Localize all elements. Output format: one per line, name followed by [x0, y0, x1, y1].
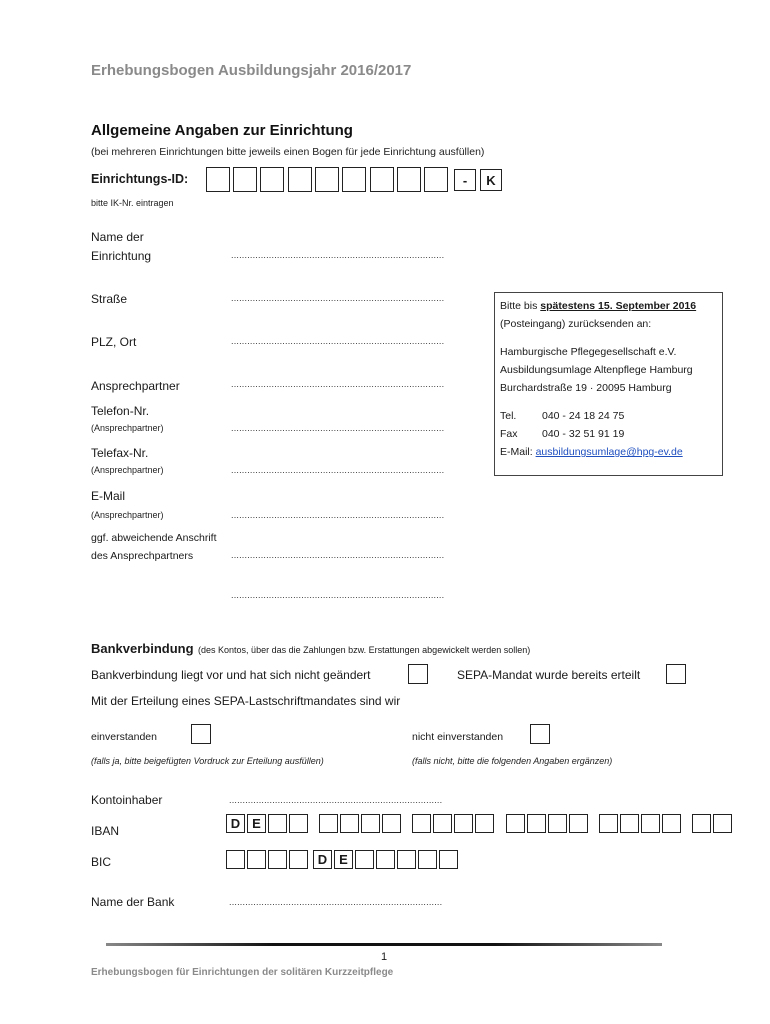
- bic-char[interactable]: [418, 850, 437, 869]
- alt-address-field-1[interactable]: ...............................................................................: [231, 550, 445, 560]
- iban-digit[interactable]: [382, 814, 401, 833]
- iban-country-2: E: [247, 814, 266, 833]
- contact-person-field[interactable]: ...............................................................................: [231, 379, 445, 389]
- iban-digit[interactable]: [412, 814, 431, 833]
- iban-digit[interactable]: [361, 814, 380, 833]
- sepa-given-checkbox[interactable]: [666, 664, 686, 684]
- sepa-question: Mit der Erteilung eines SEPA-Lastschriftmandates sind wir: [91, 694, 401, 708]
- iban-digit[interactable]: [319, 814, 338, 833]
- iban-digit[interactable]: [599, 814, 618, 833]
- phone-hint: (Ansprechpartner): [91, 423, 164, 433]
- org-address: Burchardstraße 19 · 20095 Hamburg: [500, 382, 672, 394]
- iban-digit[interactable]: [475, 814, 494, 833]
- iban-digit[interactable]: [641, 814, 660, 833]
- facility-id-digit-8[interactable]: [397, 167, 421, 192]
- iban-digit[interactable]: [548, 814, 567, 833]
- account-holder-field[interactable]: ...............................................................................: [229, 795, 443, 805]
- org-department: Ausbildungsumlage Altenpflege Hamburg: [500, 364, 693, 376]
- alt-address-label-line1: ggf. abweichende Anschrift: [91, 532, 217, 544]
- iban-digit[interactable]: [620, 814, 639, 833]
- street-label: Straße: [91, 292, 128, 306]
- bank-section-title: Bankverbindung: [91, 641, 194, 656]
- facility-id-digit-2[interactable]: [233, 167, 257, 192]
- bic-char[interactable]: [439, 850, 458, 869]
- facility-id-digit-7[interactable]: [370, 167, 394, 192]
- city-field[interactable]: ...............................................................................: [231, 336, 445, 346]
- return-deadline-date: spätestens 15. September 2016: [540, 300, 697, 312]
- org-name: Hamburgische Pflegegesellschaft e.V.: [500, 346, 677, 358]
- bic-char[interactable]: [226, 850, 245, 869]
- iban-label: IBAN: [91, 824, 120, 838]
- facility-name-field[interactable]: ...............................................................................: [231, 250, 445, 260]
- facility-id-digit-6[interactable]: [342, 167, 366, 192]
- email-hint: (Ansprechpartner): [91, 510, 164, 520]
- bank-section-note: (des Kontos, über das die Zahlungen bzw. Erstattungen abgewickelt werden sollen): [198, 645, 531, 655]
- return-instruction: (Posteingang) zurücksenden an:: [500, 318, 652, 330]
- alt-address-field-2[interactable]: ...............................................................................: [231, 590, 445, 600]
- facility-id-suffix: K: [480, 169, 502, 191]
- org-phone-row: [500, 407, 718, 425]
- facility-id-digit-5[interactable]: [315, 167, 339, 192]
- iban-digit[interactable]: [454, 814, 473, 833]
- bic-char[interactable]: [355, 850, 374, 869]
- bic-char[interactable]: [289, 850, 308, 869]
- bic-char[interactable]: [376, 850, 395, 869]
- bank-unchanged-checkbox[interactable]: [408, 664, 428, 684]
- iban-digit[interactable]: [527, 814, 546, 833]
- sepa-agree-hint: (falls ja, bitte beigefügten Vordruck zur Erteilung ausfüllen): [91, 756, 324, 766]
- org-email-row: [500, 443, 718, 461]
- page-number: 1: [381, 951, 388, 963]
- org-phone-value: 040 - 24 18 24 75: [542, 410, 625, 422]
- sepa-disagree-hint: (falls nicht, bitte die folgenden Angaben ergänzen): [412, 756, 613, 766]
- org-fax-row: [500, 425, 718, 443]
- account-holder-label: Kontoinhaber: [91, 793, 163, 807]
- footer-divider: [106, 943, 662, 946]
- org-email-link[interactable]: ausbildungsumlage@hpg-ev.de: [535, 446, 683, 458]
- contact-person-label: Ansprechpartner: [91, 379, 180, 393]
- bic-country-1: D: [313, 850, 332, 869]
- facility-id-digit-9[interactable]: [424, 167, 448, 192]
- facility-name-label-line1: Name der: [91, 230, 144, 244]
- fax-hint: (Ansprechpartner): [91, 465, 164, 475]
- return-info-box: [494, 292, 723, 476]
- alt-address-label-line2: des Ansprechpartners: [91, 550, 194, 562]
- iban-digit[interactable]: [433, 814, 452, 833]
- iban-digit[interactable]: [340, 814, 359, 833]
- sepa-disagree-label: nicht einverstanden: [412, 731, 504, 743]
- city-label: PLZ, Ort: [91, 335, 137, 349]
- fax-label: Telefax-Nr.: [91, 446, 149, 460]
- return-deadline-prefix: Bitte bis: [500, 300, 541, 312]
- org-email-label: E-Mail:: [500, 446, 536, 458]
- iban-digit[interactable]: [569, 814, 588, 833]
- iban-digit[interactable]: [506, 814, 525, 833]
- bic-label: BIC: [91, 855, 112, 869]
- email-label: E-Mail: [91, 489, 126, 503]
- facility-id-dash: -: [454, 169, 476, 191]
- iban-digit[interactable]: [289, 814, 308, 833]
- bic-country-2: E: [334, 850, 353, 869]
- facility-id-digit-1[interactable]: [206, 167, 230, 192]
- sepa-disagree-checkbox[interactable]: [530, 724, 550, 744]
- bank-name-field[interactable]: ...............................................................................: [229, 897, 443, 907]
- section-title-general: Allgemeine Angaben zur Einrichtung: [91, 122, 353, 139]
- iban-digit[interactable]: [268, 814, 287, 833]
- return-deadline-line: [500, 297, 718, 315]
- bank-name-label: Name der Bank: [91, 895, 175, 909]
- phone-field[interactable]: ...............................................................................: [231, 423, 445, 433]
- street-field[interactable]: ...............................................................................: [231, 293, 445, 303]
- bic-char[interactable]: [268, 850, 287, 869]
- facility-id-hint: bitte IK-Nr. eintragen: [91, 198, 174, 208]
- phone-label: Telefon-Nr.: [91, 404, 150, 418]
- facility-id-digit-4[interactable]: [288, 167, 312, 192]
- iban-digit[interactable]: [662, 814, 681, 833]
- fax-field[interactable]: ...............................................................................: [231, 465, 445, 475]
- sepa-given-label: SEPA-Mandat wurde bereits erteilt: [457, 668, 641, 682]
- bank-unchanged-label: Bankverbindung liegt vor und hat sich nicht geändert: [91, 668, 371, 682]
- org-fax-value: 040 - 32 51 91 19: [542, 428, 625, 440]
- bic-char[interactable]: [247, 850, 266, 869]
- bic-char[interactable]: [397, 850, 416, 869]
- facility-name-label-line2: Einrichtung: [91, 249, 152, 263]
- org-phone-label: Tel.: [500, 410, 517, 422]
- footer-text: Erhebungsbogen für Einrichtungen der solitären Kurzzeitpflege: [91, 967, 394, 978]
- document-title: Erhebungsbogen Ausbildungsjahr 2016/2017: [91, 62, 412, 79]
- iban-digit[interactable]: [713, 814, 732, 833]
- org-fax-label: Fax: [500, 428, 518, 440]
- iban-digit[interactable]: [692, 814, 711, 833]
- facility-id-digit-3[interactable]: [260, 167, 284, 192]
- section-subtitle-general: (bei mehreren Einrichtungen bitte jeweils einen Bogen für jede Einrichtung ausfüllen): [91, 146, 485, 158]
- email-field[interactable]: ...............................................................................: [231, 510, 445, 520]
- bank-section-header: [91, 640, 530, 658]
- sepa-agree-label: einverstanden: [91, 731, 157, 743]
- iban-country-1: D: [226, 814, 245, 833]
- facility-id-label: Einrichtungs-ID:: [91, 172, 189, 186]
- sepa-agree-checkbox[interactable]: [191, 724, 211, 744]
